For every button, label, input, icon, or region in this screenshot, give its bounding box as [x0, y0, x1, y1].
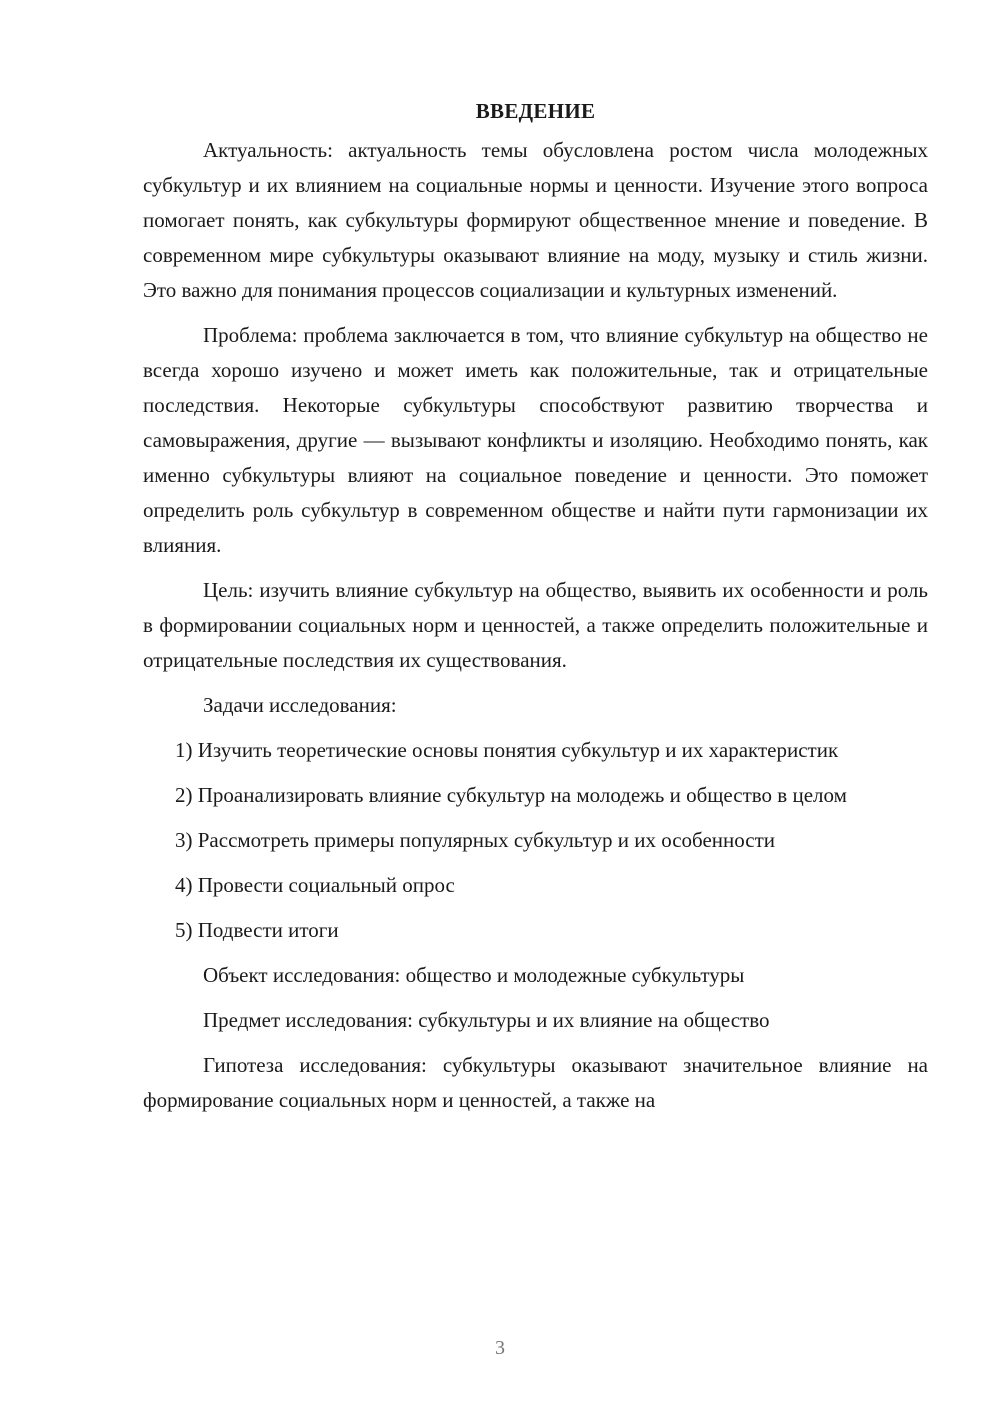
- paragraph-object: Объект исследования: общество и молодежные субкультуры: [203, 963, 745, 987]
- paragraph-goal: Цель: изучить влияние субкультур на общество, выявить их особенности и роль в формировании социальных норм и ценностей, а также определить положительные и отрицательные последствия их существования.: [143, 578, 928, 672]
- document-page: [143, 96, 928, 1128]
- task-item: 4) Провести социальный опрос: [175, 873, 455, 897]
- page-number: 3: [495, 1337, 505, 1359]
- task-item: 5) Подвести итоги: [175, 918, 339, 942]
- task-item: 3) Рассмотреть примеры популярных субкультур и их особенности: [175, 828, 776, 852]
- task-item: 2) Проанализировать влияние субкультур на молодежь и общество в целом: [175, 783, 847, 807]
- tasks-list: [143, 733, 928, 948]
- page-title: ВВЕДЕНИЕ: [475, 99, 596, 123]
- task-item: 1) Изучить теоретические основы понятия субкультур и их характеристик: [175, 738, 839, 762]
- tasks-heading: Задачи исследования:: [203, 693, 397, 717]
- paragraph-subject: Предмет исследования: субкультуры и их влияние на общество: [203, 1008, 770, 1032]
- paragraph-relevance: Актуальность: актуальность темы обусловлена ростом числа молодежных субкультур и их влиянием на социальные нормы и ценности. Изучение этого вопроса помогает понять, как субкультуры формируют общественное мнение и поведение. В современном мире субкультуры оказывают влияние на моду, музыку и стиль жизни. Это важно для понимания процессов социализации и культурных изменений.: [143, 138, 928, 302]
- paragraph-hypothesis: Гипотеза исследования: субкультуры оказывают значительное влияние на формирование социальных норм и ценностей, а также на: [143, 1053, 928, 1112]
- paragraph-problem: Проблема: проблема заключается в том, что влияние субкультур на общество не всегда хорошо изучено и может иметь как положительные, так и отрицательные последствия. Некоторые субкультуры способствуют развитию творчества и самовыражения, другие — вызывают конфликты и изоляцию. Необходимо понять, как именно субкультуры влияют на социальное поведение и ценности. Это поможет определить роль субкультур в современном обществе и найти пути гармонизации их влияния.: [143, 323, 928, 557]
